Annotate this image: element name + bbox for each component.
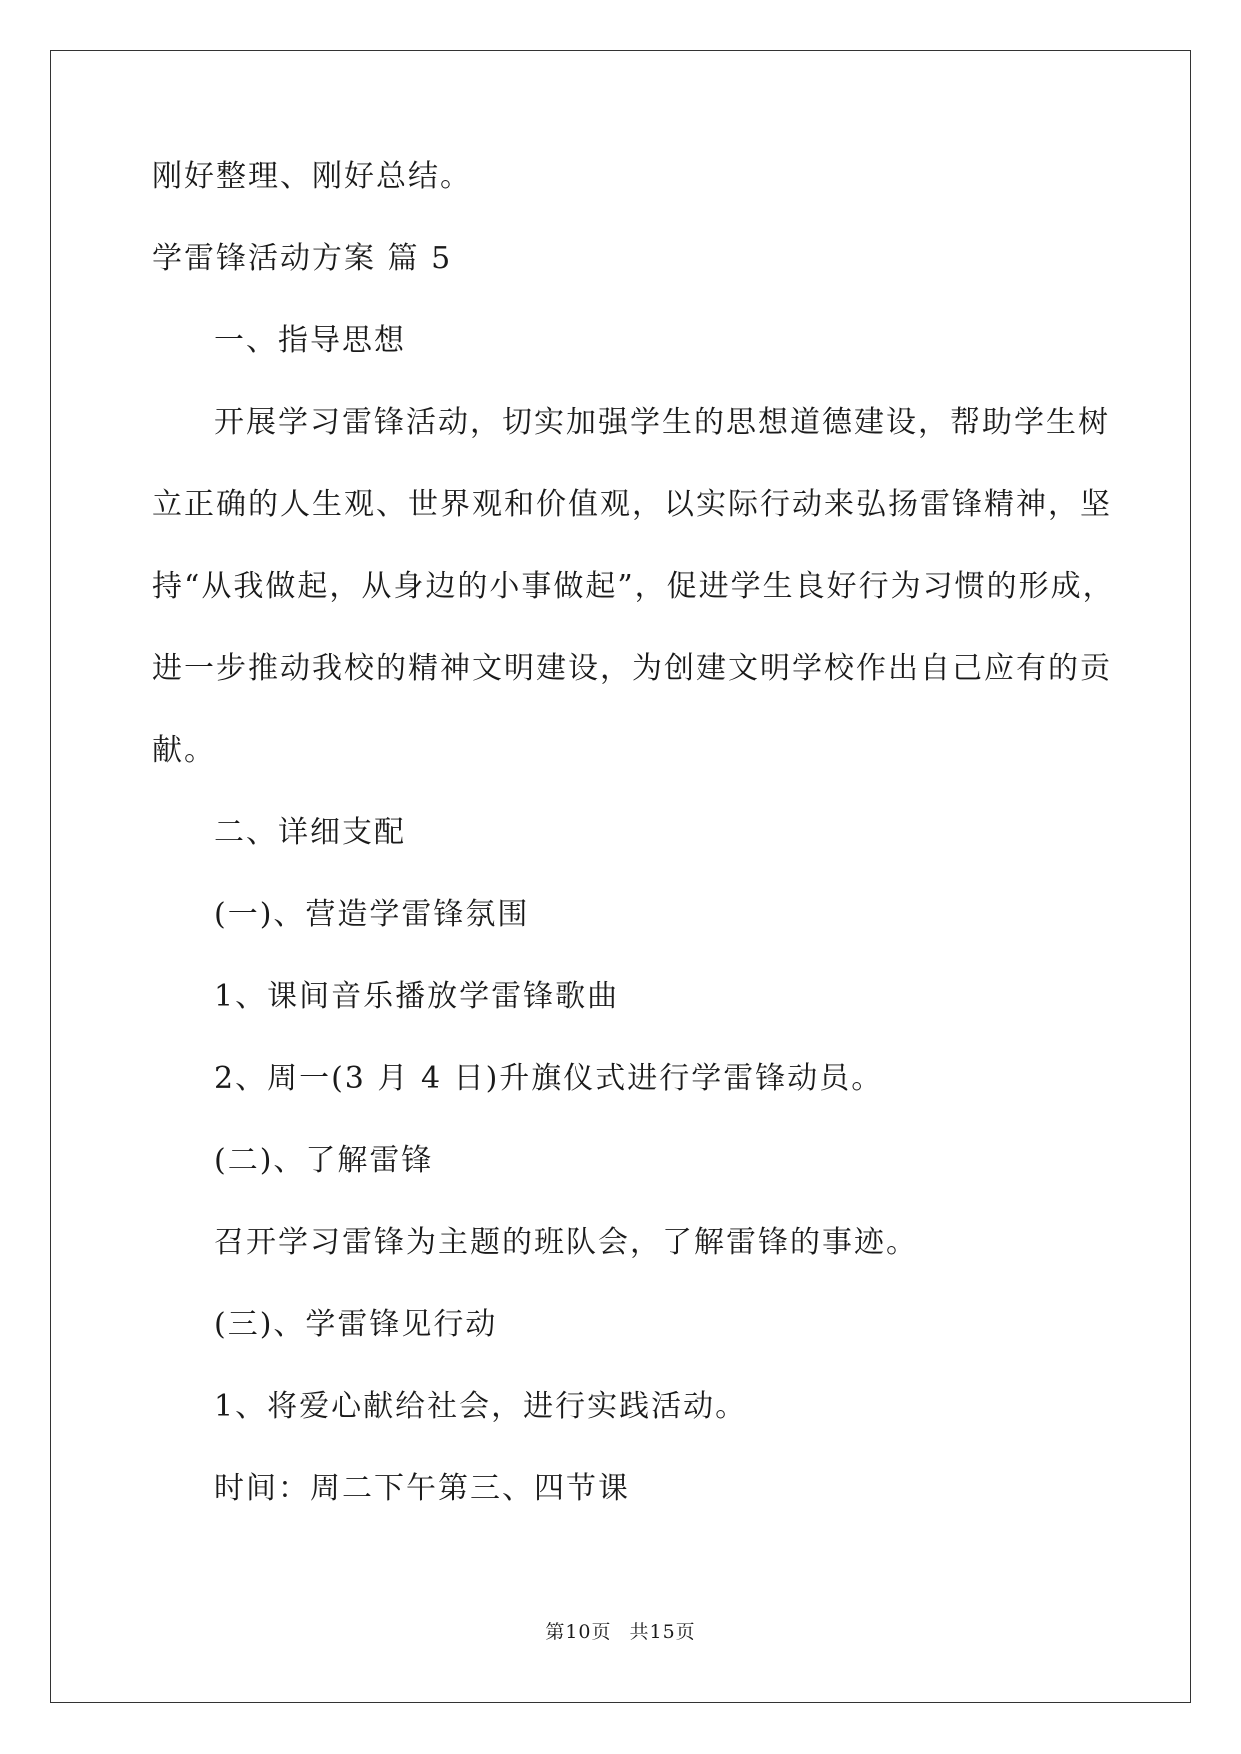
section-title: 学雷锋活动方案 篇 5: [152, 241, 453, 276]
paragraph-line: 立正确的人生观、世界观和价值观，以实际行动来弘扬雷锋精神，坚: [152, 487, 1112, 522]
paragraph-line: 进一步推动我校的精神文明建设，为创建文明学校作出自己应有的贡: [152, 651, 1112, 686]
paragraph-line: 献。: [152, 733, 216, 768]
page-number: 第10页: [545, 1621, 612, 1643]
subheading-atmosphere: (一)、营造学雷锋氛围: [214, 897, 530, 932]
page-footer: [0, 1622, 1241, 1642]
subheading-understand: (二)、了解雷锋: [214, 1143, 434, 1178]
page-total: 共15页: [629, 1621, 696, 1643]
list-item: 1、课间音乐播放学雷锋歌曲: [214, 979, 620, 1014]
paragraph-closing-line: 刚好整理、刚好总结。: [152, 159, 472, 194]
paragraph-line: 开展学习雷锋活动，切实加强学生的思想道德建设，帮助学生树: [214, 405, 1110, 440]
heading-guiding-ideology: 一、指导思想: [214, 323, 406, 358]
page-border: [50, 50, 1191, 1703]
subheading-action: (三)、学雷锋见行动: [214, 1307, 498, 1342]
paragraph-line: 召开学习雷锋为主题的班队会，了解雷锋的事迹。: [214, 1225, 918, 1260]
schedule-line: 时间：周二下午第三、四节课: [214, 1471, 630, 1506]
heading-arrangement: 二、详细支配: [214, 815, 406, 850]
list-item: 2、周一(3 月 4 日)升旗仪式进行学雷锋动员。: [214, 1061, 884, 1096]
list-item: 1、将爱心献给社会，进行实践活动。: [214, 1389, 748, 1424]
paragraph-line: 持“从我做起，从身边的小事做起”，促进学生良好行为习惯的形成，: [152, 569, 1115, 604]
